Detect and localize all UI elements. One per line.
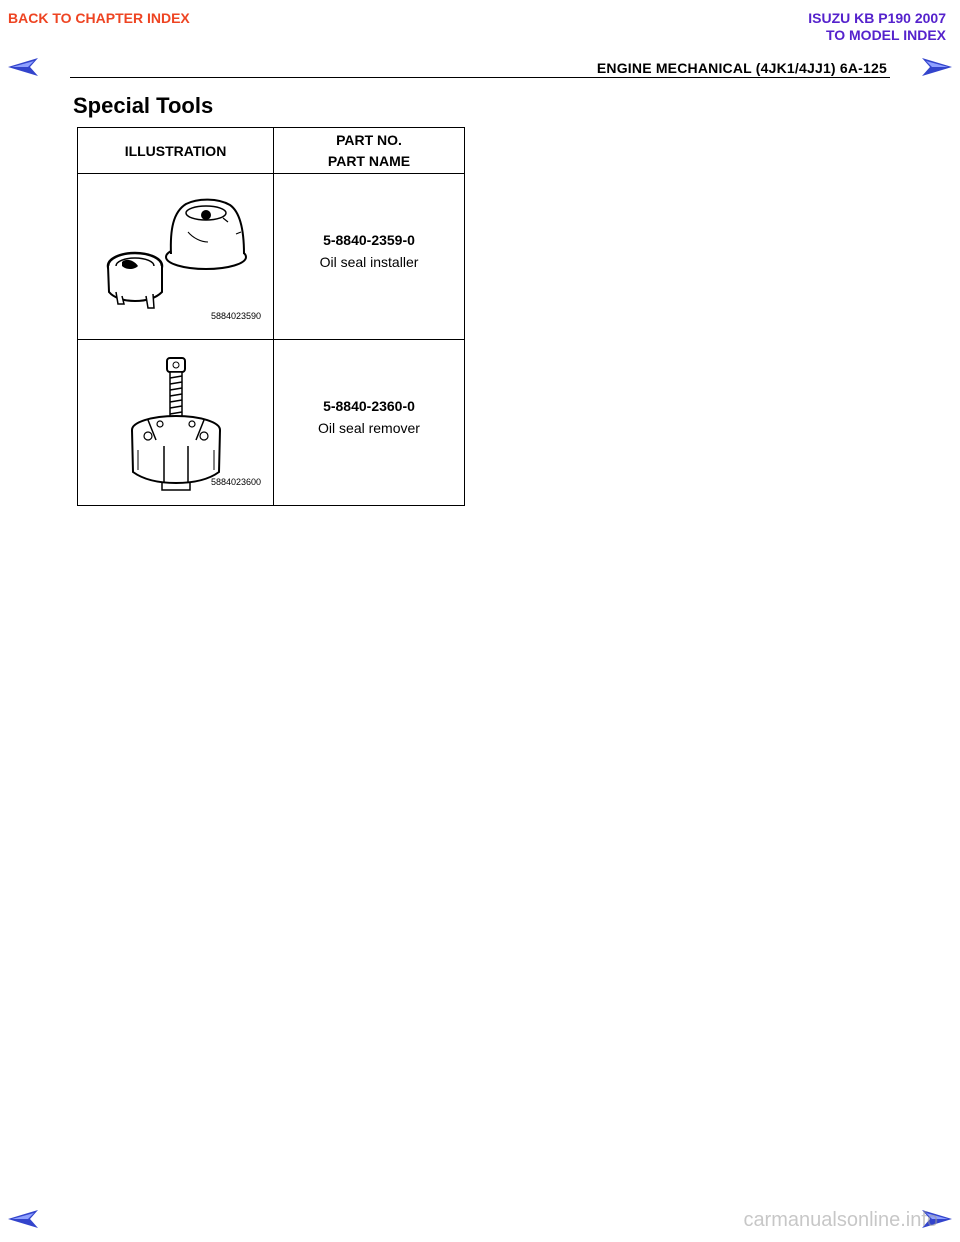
table-row bbox=[78, 340, 465, 506]
to-model-index-label: TO MODEL INDEX bbox=[825, 27, 946, 43]
illustration-code: 5884023590 bbox=[210, 311, 261, 321]
part-cell bbox=[274, 174, 465, 340]
illustration-code: 5884023600 bbox=[210, 477, 261, 487]
page-header-title: ENGINE MECHANICAL (4JK1/4JJ1) 6A-125 bbox=[596, 60, 887, 76]
next-page-arrow-icon[interactable] bbox=[922, 58, 952, 76]
model-title: ISUZU KB P190 2007 bbox=[808, 10, 946, 26]
prev-page-arrow-icon[interactable] bbox=[8, 1210, 38, 1228]
part-number: 5-8840-2359-0 bbox=[323, 231, 415, 248]
illustration-cell bbox=[78, 174, 274, 340]
part-name: Oil seal installer bbox=[319, 253, 419, 270]
section-title: Special Tools bbox=[73, 93, 214, 118]
table-row bbox=[78, 174, 465, 340]
back-to-chapter-index-link[interactable]: BACK TO CHAPTER INDEX bbox=[8, 10, 190, 26]
header-divider bbox=[70, 77, 890, 78]
watermark: carmanualsonline.info bbox=[743, 1209, 938, 1231]
special-tools-table bbox=[77, 127, 465, 506]
part-cell bbox=[274, 340, 465, 506]
part-no-header: PART NO. bbox=[336, 131, 402, 148]
illustration-cell bbox=[78, 340, 274, 506]
prev-page-arrow-icon[interactable] bbox=[8, 58, 38, 76]
part-number: 5-8840-2360-0 bbox=[323, 397, 415, 414]
part-name: Oil seal remover bbox=[318, 419, 420, 436]
illustration-header: ILLUSTRATION bbox=[78, 128, 274, 174]
model-index-link[interactable] bbox=[808, 10, 946, 44]
table-header-row bbox=[78, 128, 465, 174]
part-name-header: PART NAME bbox=[327, 152, 411, 169]
part-header bbox=[274, 128, 465, 174]
